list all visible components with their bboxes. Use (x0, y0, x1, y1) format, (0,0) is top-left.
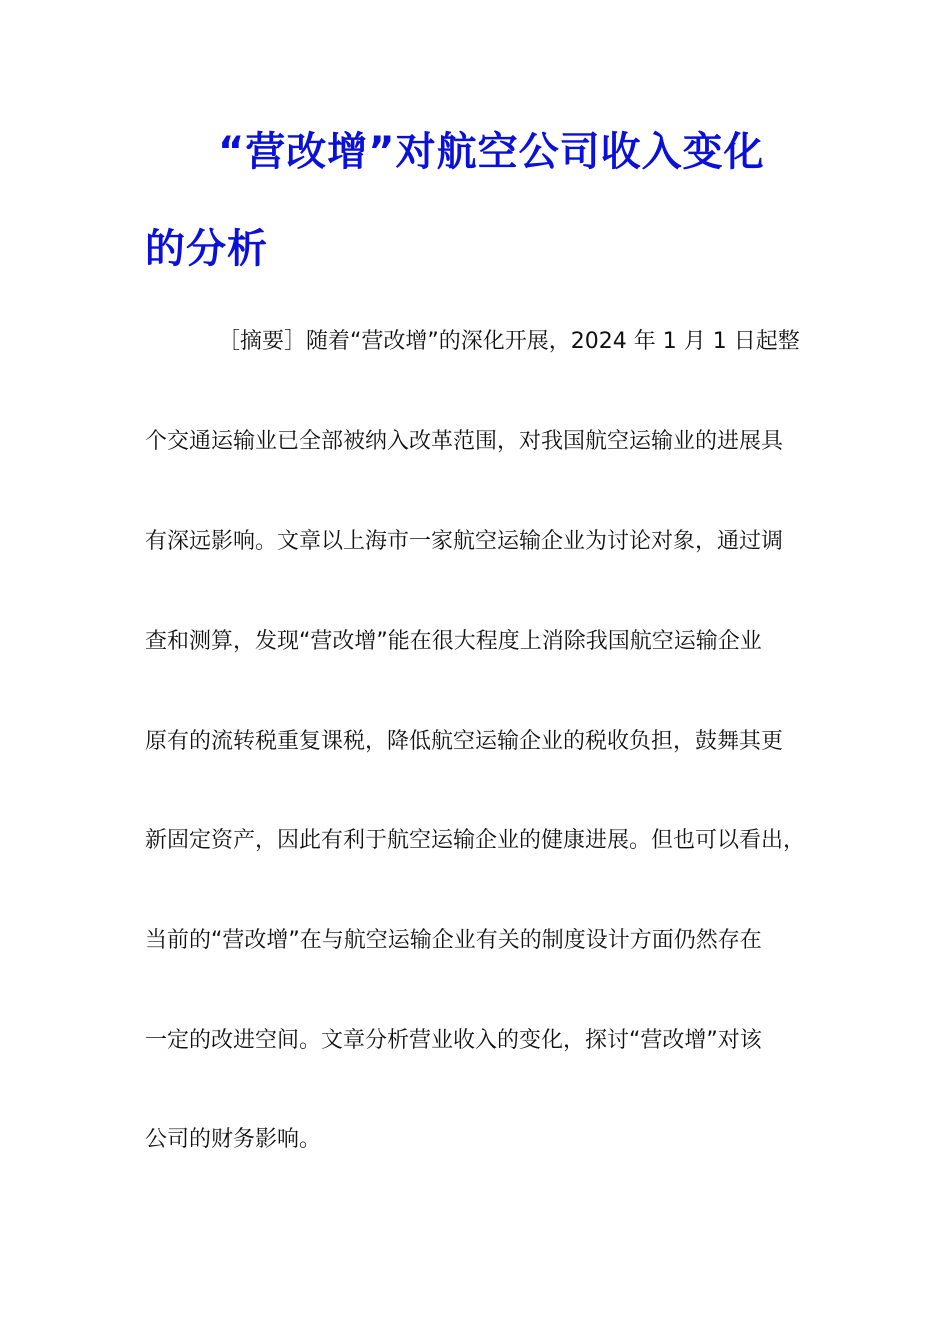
document-title-line-1: “营改增”对航空公司收入变化 (218, 129, 765, 175)
abstract-line-9: 公司的财务影响。 (145, 1127, 322, 1152)
abstract-line-4: 查和测算，发现“营改增”能在很大程度上消除我国航空运输企业 (145, 629, 762, 654)
abstract-line-6: 新固定资产，因此有利于航空运输企业的健康进展。但也可以看出， (145, 828, 806, 853)
document-title-line-2: 的分析 (145, 226, 268, 272)
abstract-line-7: 当前的“营改增”在与航空运输企业有关的制度设计方面仍然存在 (145, 928, 762, 953)
abstract-line-3: 有深远影响。文章以上海市一家航空运输企业为讨论对象，通过调 (145, 529, 784, 554)
abstract-line-1: ［摘要］随着“营改增”的深化开展，2024 年 1 月 1 日起整 (218, 329, 800, 354)
abstract-line-8: 一定的改进空间。文章分析营业收入的变化，探讨“营改增”对该 (145, 1028, 762, 1053)
abstract-line-2: 个交通运输业已全部被纳入改革范围，对我国航空运输业的进展具 (145, 429, 784, 454)
abstract-line-5: 原有的流转税重复课税，降低航空运输企业的税收负担，鼓舞其更 (145, 729, 784, 754)
